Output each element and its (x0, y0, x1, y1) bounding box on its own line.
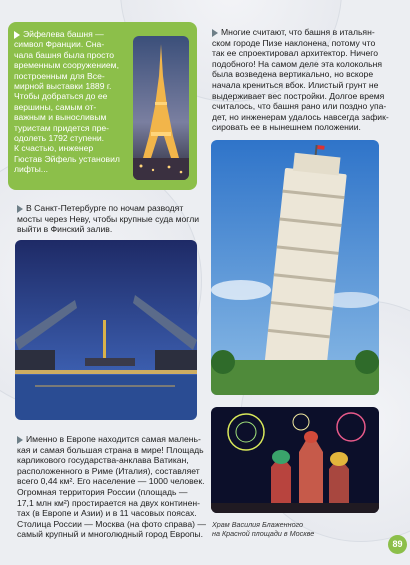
bullet-triangle-icon (17, 205, 23, 213)
europe-line: самый крупный и многолюдный город Европы. (17, 529, 203, 540)
europe-line: кая и самая большая страна в мире! Площадь (17, 444, 204, 455)
eiffel-line: лифты... (14, 164, 48, 175)
eiffel-line: временным сооружением, (14, 60, 119, 71)
bullet-triangle-icon (17, 436, 23, 444)
europe-line: всего 0,44 км². Его население — 1000 человек. (17, 476, 205, 487)
eiffel-line: одолеть 1792 ступени. (14, 133, 105, 144)
pisa-line: выдерживает вес постройки. Долгое время (212, 90, 385, 101)
europe-line: Столица России — Москва (на фото справа) — (17, 518, 207, 529)
eiffel-line: туристам придется пре- (14, 122, 110, 133)
europe-line: расположенного в Риме (Италия), составляет (17, 465, 200, 476)
europe-line: 17,1 млн км²) простирается на двух континен- (17, 497, 200, 508)
eiffel-line: важным и выносливым (14, 112, 107, 123)
leaning-tower-photo (211, 140, 379, 395)
eiffel-line: вершины, самым от- (14, 101, 97, 112)
bullet-triangle-icon (14, 31, 20, 39)
eiffel-line: построенным для Все- (14, 70, 105, 81)
eiffel-tower-photo (133, 36, 189, 180)
pisa-line: была возведена вертикально, но вскоре (212, 69, 374, 80)
petersburg-fact-text (17, 203, 207, 235)
drawbridge-photo (15, 240, 197, 420)
pisa-line: сировать ее в нынешнем положении. (212, 122, 361, 133)
pisa-line: так ее спроектировал архитектор. Ничего (212, 48, 378, 59)
pisa-line: Многие считают, что башня в итальян- (221, 27, 375, 37)
eiffel-line: Гюстав Эйфель установил (14, 153, 120, 164)
europe-line: Огромная территория России (площадь — (17, 486, 188, 497)
pisa-line: ском городе Пизе наклонена, потому что (212, 37, 376, 48)
eiffel-line: мирной выставки 1889 г. (14, 81, 112, 92)
eiffel-line: символ Франции. Сна- (14, 39, 105, 50)
eiffel-fact-text (14, 29, 130, 175)
europe-fact-text (17, 434, 207, 540)
eiffel-line: К счастью, инженер (14, 143, 94, 154)
photo-caption (212, 520, 362, 538)
page-number: 89 (388, 535, 407, 554)
caption-line: на Красной площади в Москве (212, 529, 315, 538)
caption-line: Храм Василия Блаженного (212, 520, 304, 529)
europe-line: тах (в Европе и Азии) и в 11 часовых поясах. (17, 508, 197, 519)
europe-line: карликового государства-анклава Ватикан, (17, 455, 189, 466)
europe-line: Именно в Европе находится самая малень- (26, 434, 201, 444)
pisa-fact-text (212, 27, 406, 133)
petersburg-line: В Санкт-Петербурге по ночам разводят (26, 203, 184, 213)
pisa-line: дет, но инженерам удалось навсегда зафик- (212, 111, 389, 122)
bullet-triangle-icon (212, 29, 218, 37)
st-basil-cathedral-photo (211, 407, 379, 513)
pisa-line: считалось, что башня рано или поздно упа- (212, 101, 387, 112)
pisa-line: начала крениться вбок. Илистый грунт не (212, 79, 379, 90)
petersburg-line: мосты через Неву, чтобы крупные суда могли (17, 213, 200, 224)
petersburg-line: выйти в Финский залив. (17, 224, 113, 235)
eiffel-line: Эйфелева башня — (23, 29, 104, 39)
pisa-line: подобного! На самом деле эта колокольня (212, 58, 382, 69)
eiffel-line: чала башня была просто (14, 49, 115, 60)
eiffel-line: Чтобы добраться до ее (14, 91, 108, 102)
